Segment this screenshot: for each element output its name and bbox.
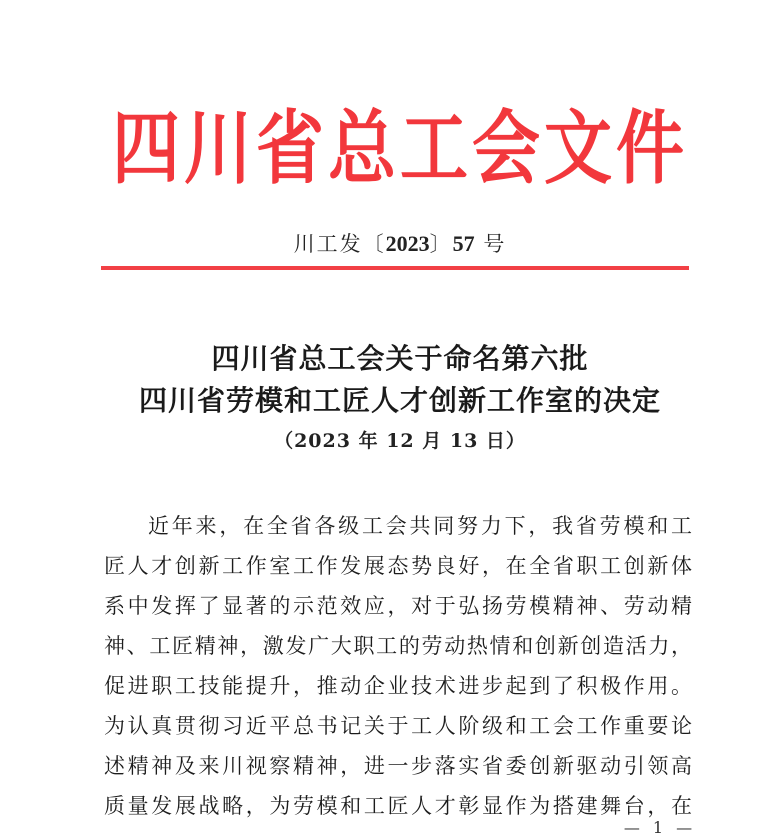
document-number xyxy=(100,228,700,258)
masthead-title: 四川省总工会文件 xyxy=(111,102,688,196)
body-line: 神、工匠精神，激发广大职工的劳动热情和创新创造活力， xyxy=(104,634,692,658)
body-line: 质量发展战略，为劳模和工匠人才彰显作为搭建舞台，在 xyxy=(104,794,692,818)
document-date: （2023 年 12 月 13 日） xyxy=(274,430,526,452)
title-line-2: 四川省劳模和工匠人才创新工作室的决定 xyxy=(138,384,661,417)
doc-number-suffix: 号 xyxy=(483,232,507,256)
doc-number-value: 57 xyxy=(452,231,475,256)
body-line: 为认真贯彻习近平总书记关于工人阶级和工会工作重要论 xyxy=(104,714,692,738)
document-title xyxy=(90,338,710,422)
title-line-1: 四川省总工会关于命名第六批 xyxy=(211,342,589,375)
body-line: 促进职工技能提升，推动企业技术进步起到了积极作用。 xyxy=(104,674,692,698)
doc-number-bracket: 〕 xyxy=(429,232,453,256)
body-line: 匠人才创新工作室工作发展态势良好，在全省职工创新体 xyxy=(104,554,692,578)
red-divider-rule xyxy=(101,266,689,270)
body-line: 述精神及来川视察精神，进一步落实省委创新驱动引领高 xyxy=(104,754,692,778)
document-body xyxy=(104,506,692,826)
doc-number-prefix: 川工发〔 xyxy=(293,232,386,256)
page-number: — 1 — xyxy=(623,818,697,837)
body-line: 近年来，在全省各级工会共同努力下，我省劳模和工 xyxy=(148,514,692,538)
body-line: 系中发挥了显著的示范效应，对于弘扬劳模精神、劳动精 xyxy=(104,594,692,618)
doc-number-year: 2023 xyxy=(385,231,430,256)
